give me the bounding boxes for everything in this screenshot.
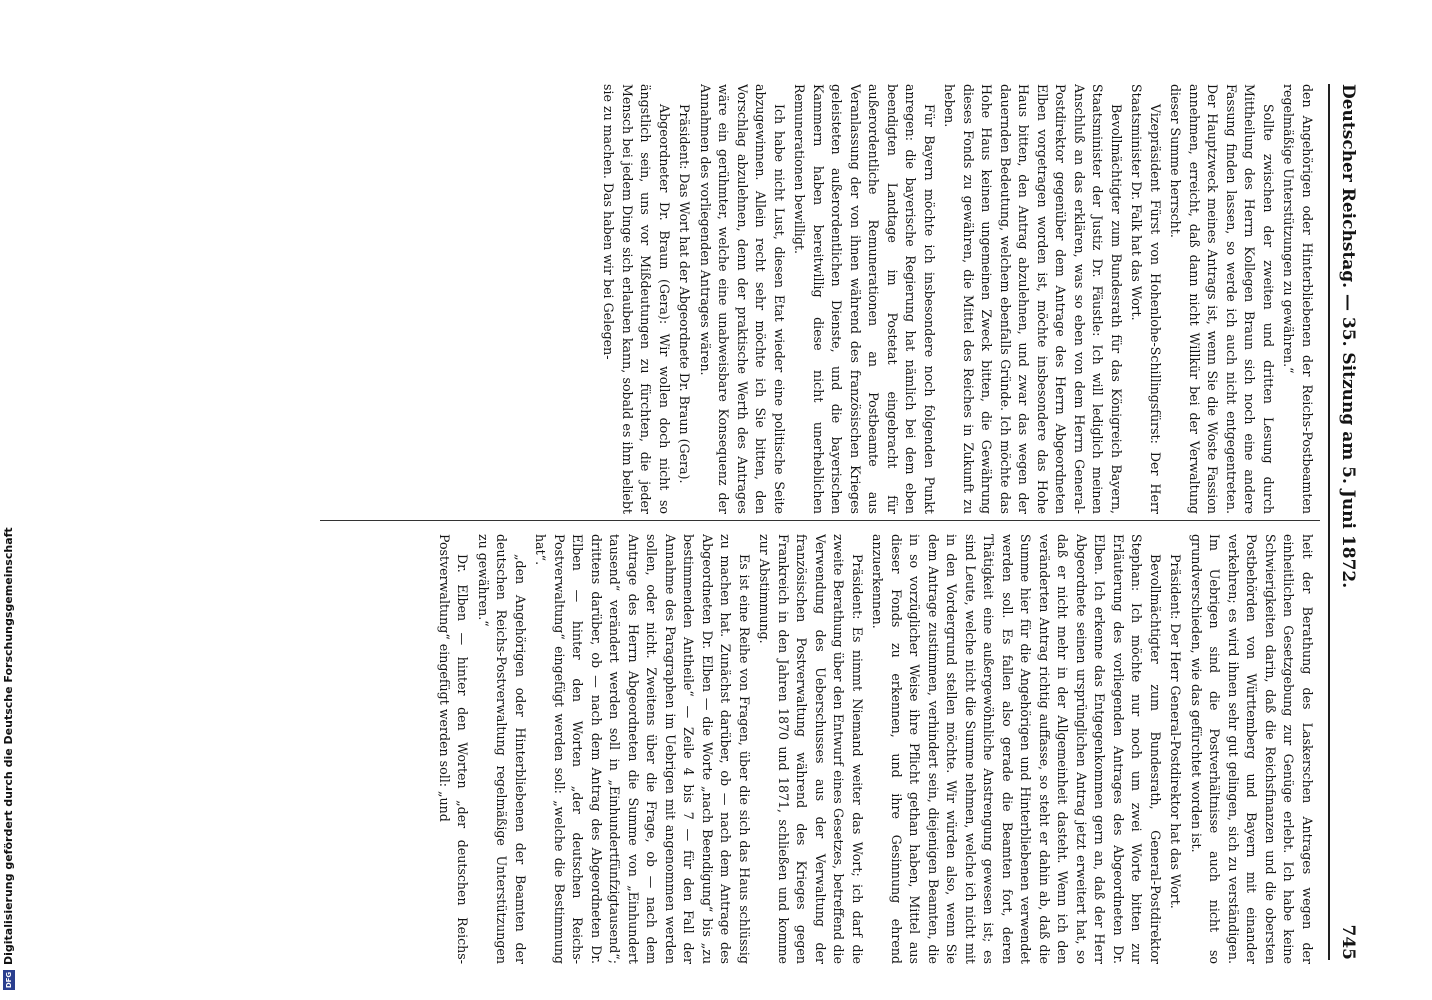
funding-credit bbox=[2, 527, 15, 990]
paragraph: Bevollmächtigter zum Bundesrath für das Königreich Bayern, Staatsminister der Justiz Dr. Fäustle: Ich will lediglich meinen Anschluß an das erklären, was so eben von dem Herrn General-Postdirektor gegenüber dem Antrage des Herrn Abgeordneten Elben vorgetragen worden ist, möchte insbesondere das Hohe Haus bitten, den Antrag abzulehnen, und zwar das wegen der dauernden Bedeutung, welchem ebenfalls Gründe. Ich möchte das Hohe Haus keinen ungemeinen Zweck bitten, die Gewährung dieses Fonds zu gewähren, die Mittel des Reiches in Zukunft zu heben. bbox=[942, 84, 1124, 514]
dfg-logo: DFG bbox=[5, 971, 13, 989]
paragraph: Dr. Elben — hinter den Worten „der deutschen Reichs-Postverwaltung“ eingefügt werden soll: „und bbox=[437, 534, 471, 964]
paragraph: Abgeordneter Dr. Braun (Gera): Wir wollen doch nicht so ängstlich sein, uns vor Mißdeutungen zu fürchten, die jeder Mensch bei jedem Dinge sich erlauben kann, sobald es ihm beliebt sie zu machen. Das haben wir bei Gelegen- bbox=[601, 84, 672, 514]
footer-text: Digitalisierung gefördert durch die Deutsche Forschungsgemeinschaft bbox=[2, 527, 15, 965]
paragraph: Sollte zwischen der zweiten und dritten Lesung durch Mittheilung des Herrn Kollegen Braun sich noch eine andere Fassung finden lassen, so werde ich auch nicht entgegentreten. Der Hauptzweck meines Antrags ist, wenn Sie die Woste Fassion annehmen, erreicht, daß dann nicht Willkür bei der Verwaltung dieser Summe herrscht. bbox=[1168, 84, 1276, 514]
column-divider bbox=[320, 520, 1320, 521]
paragraph: Präsident: Der Herr General-Postdirektor hat das Wort. bbox=[1168, 554, 1184, 909]
page-number: 745 bbox=[1338, 924, 1358, 960]
paragraph: Präsident: Das Wort hat der Abgeordnete Dr. Braun (Gera). bbox=[677, 104, 693, 484]
right-text-column bbox=[433, 534, 1317, 964]
paragraph: Bevollmächtigter zum Bundesrath, General-Postdirektor Stephan: Ich möchte nur noch um zwei Worte bitten zur Erläuterung des vorliegenden Antrages des Abgeordneten Dr. Elben. Ich erkenne das Entgegenkommen gern an, daß der Herr Abgeordnete seinen ursprünglichen Antrag jetzt erweitert hat, so daß er nicht mehr in der Allgemeinheit dasteht. Wenn ich den veränderten Antrag richtig auffasse, so steht er dahin ab, daß die Summe hier für die Angehörigen und Hinterbliebenen verwendet werden soll. Es fallen also gerade die Beamten fort, deren Thätigkeit eine außergewöhnliche Anstrengung gewesen ist; es sind Leute, welche nicht die Summe nehmen, welche ich nicht mit in den Vordergrund stellen möchte. Wir würden also, wenn Sie dem Antrage zustimmen, verhindert sein, diejenigen Beamten, die in so vorzüglicher Weise ihre Pflicht gethan haben, Mittel aus dieser Fonds zu erkennen, und ihre Gesinnung ehrend anzuerkennen. bbox=[870, 534, 1163, 964]
left-text-column bbox=[597, 84, 1316, 514]
paragraph: Es ist eine Reihe von Fragen, über die sich das Haus schlüssig zu machen hat. Zunächst darüber, ob — nach dem Antrage des Abgeordneten Dr. Elben — die Worte „nach Beendigung“ bis „zu bestimmenden Antheile“ — Zeile 4 bis 7 — für den Fall der Annahme des Paragraphen im Uebrigen mit angenommen werden sollen, oder nicht. Zweitens über die Frage, ob — nach dem Antrage des Herrn Abgeordneten die Summe von „Einhundert tausend“ verändert werden soll in „Einhundertfünfzigtausend“; drittens darüber, ob — nach dem Antrag des Abgeordneten Dr. Elben — hinter den Worten „der deutschen Reichs-Postverwaltung“ eingefügt werden soll: „welche die Bestimmung hat“. bbox=[533, 534, 752, 964]
paragraph: den Angehörigen oder Hinterbliebenen der Reichs-Postbeamten regelmäßige Unterstützungen zu gewähren.“ bbox=[1281, 84, 1315, 514]
paragraph: Präsident: Es nimmt Niemand weiter das Wort; ich darf die zweite Berathung über den Entwurf eines Gesetzes, betreffend die Verwendung des Ueberschusses aus der Verwaltung der französischen Postverwaltung während des Krieges gegen Frankreich in den Jahren 1870 und 1871, schließen und komme zur Abstimmung. bbox=[757, 534, 865, 964]
page-header bbox=[1328, 84, 1362, 960]
paragraph: heit der Berathung des Laskerschen Antrages wegen der einheitlichen Gesetzgebung zur Genüge erlebt. Ich habe keine Schwierigkeiten darin, daß die Reichsfinanzen und die obersten Postbehörden von Württemberg und Bayern mit einander verkehren; es wird ihnen sehr gut gelingen, sich zu verständigen. Im Uebrigen sind die Postverhältnisse auch nicht so grundverschieden, wie das gefürchtet worden ist. bbox=[1189, 534, 1315, 964]
paragraph: Vizepräsident Fürst von Hohenlohe-Schillingsfürst: Der Herr Staatsminister Dr. Falk hat das Wort. bbox=[1129, 84, 1163, 514]
running-title: Deutscher Reichstag. — 35. Sitzung am 5. Juni 1872. bbox=[1338, 84, 1358, 589]
paragraph: Ich habe nicht Lust, diesen Etat wieder eine politische Seite abzugewinnen. Allein recht sehr möchte ich Sie bitten, den Vorschlag abzulehnen, denn der praktische Werth des Antrages wäre ein gerühmter, welche eine unabweisbare Konsequenz der Annahmen des vorliegenden Antrages wären. bbox=[698, 84, 787, 514]
footer-strip bbox=[0, 0, 20, 1000]
paragraph: „den Angehörigen oder Hinterbliebenen der Beamten der deutschen Reichs-Postverwaltung regelmäßige Unterstützungen zu gewähren.“ bbox=[476, 534, 528, 964]
paragraph: Für Bayern möchte ich insbesondere noch folgenden Punkt anregen: die bayerische Regierung hat nämlich bei dem eben beendigten Landtage im Postetat eingebracht für außerordentliche Remunerationen an Postbeamte aus Veranlassung der von ihnen während des französischen Krieges geleisteten außerordentlichen Dienste, und die bayerischen Kammern haben bereitwillig diese nicht unerheblichen Remunerationen bewilligt. bbox=[792, 84, 937, 514]
